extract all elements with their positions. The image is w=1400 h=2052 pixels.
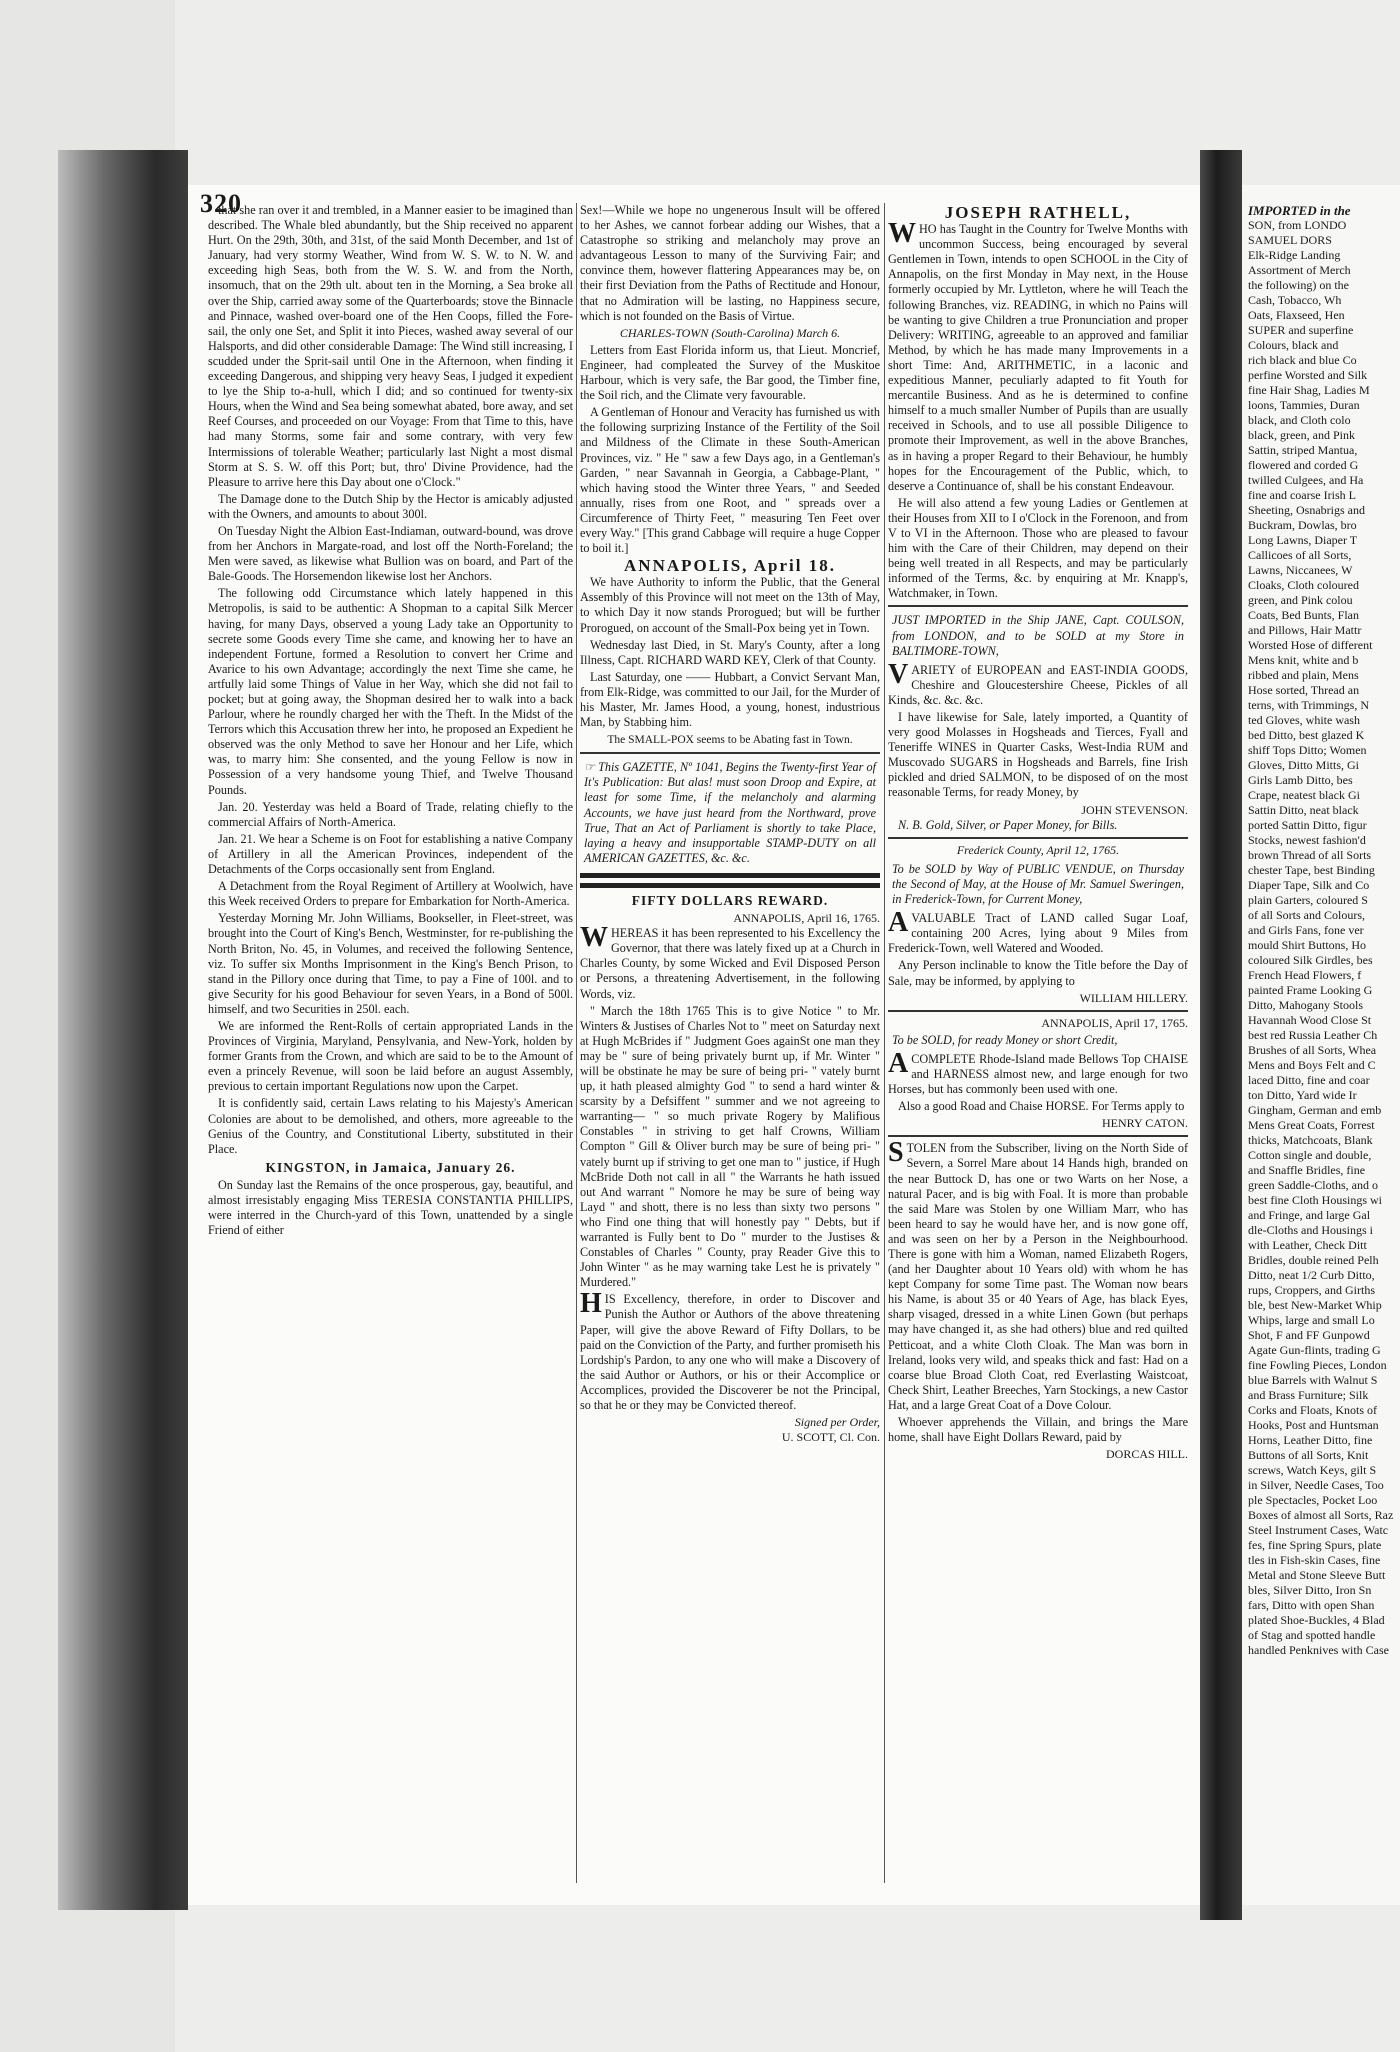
section-rule [888, 1010, 1188, 1012]
next-page-line: black, green, and Pink [1248, 428, 1355, 442]
next-page-line: Girls Lamb Ditto, bes [1248, 773, 1353, 787]
next-page-line: ton Ditto, Yard wide Ir [1248, 1088, 1357, 1102]
jane-paragraph: I have likewise for Sale, lately imported, a Quantity of very good Molasses in Hogsheads and Tierces, Fyall and Teneriffe WINES in Quarter Casks, West-India RUM and Muscovado SUGARS in Hogsheads and Barrels, fine Irish pickled and dried SALMON, to be disposed of on the most reasonable Terms, for ready Money, by [888, 710, 1188, 800]
column-3 [888, 203, 1188, 1893]
next-page-line: Hose sorted, Thread an [1248, 683, 1360, 697]
article-paragraph: We are informed the Rent-Rolls of certain appropriated Lands in the Provinces of Virginia, Maryland, Pensylvania, and New-York, holden by former Grants from the Crown, and which are said to be to the Amount of even a princely Revenue, will soon be laid before an august Assembly, previous to certain important Regulations now upon the Carpet. [208, 1018, 573, 1094]
frederick-signature: WILLIAM HILLERY. [1079, 990, 1188, 1005]
next-page-line: Hooks, Post and Huntsman [1248, 1418, 1379, 1432]
next-page-line: ple Spectacles, Pocket Loo [1248, 1493, 1378, 1507]
column-rule [576, 203, 577, 1883]
next-page-line: perfine Worsted and Silk [1248, 368, 1368, 382]
section-rule-thick [580, 883, 880, 888]
section-rule [888, 605, 1188, 607]
next-page-line: handled Penknives with Case [1248, 1643, 1389, 1657]
next-page-line: fine and coarse Irish L [1248, 488, 1356, 502]
page-number: 320 [200, 189, 242, 218]
next-page-line: Bridles, double reined Pelh [1248, 1253, 1379, 1267]
next-page-line: Shot, F and FF Gunpowd [1248, 1328, 1370, 1342]
next-page-line: Assortment of Merch [1248, 263, 1351, 277]
next-page-heading: IMPORTED in the [1248, 203, 1351, 218]
next-page-line: fine Fowling Pieces, London [1248, 1358, 1387, 1372]
next-page-line: the following) on the [1248, 278, 1349, 292]
next-page-line: rups, Croppers, and Girths [1248, 1283, 1375, 1297]
next-page-line: and Pillows, Hair Mattr [1248, 623, 1362, 637]
charlestown-heading: CHARLES-TOWN (South-Carolina) March 6. [619, 325, 841, 340]
next-page-line: laced Ditto, fine and coar [1248, 1073, 1370, 1087]
next-page-line: and Girls Fans, fone ver [1248, 923, 1364, 937]
next-page-line: plated Shoe-Buckles, 4 Blad [1248, 1613, 1385, 1627]
reward-paragraph: HIS Excellency, therefore, in order to Discover and Punish the Author or Authors of the above threatening Paper, will give the above Reward of Fifty Dollars, to be paid on the Conviction of the Party, and further promiseth his Lordship's Pardon, to any one who will make a Discovery of the said Author or Authors, or his or their Accomplice or Accomplices, provided the Discoverer be not the Principal, so that he or they may be Convicted thereof. [580, 1288, 880, 1413]
next-page-line: rich black and blue Co [1248, 353, 1357, 367]
next-page-line: bed Ditto, best glazed K [1248, 728, 1365, 742]
next-page-line: black, and Cloth colo [1248, 413, 1351, 427]
chaise-heading: To be SOLD, for ready Money or short Credit, [892, 1032, 1118, 1047]
next-page-line: dle-Cloths and Housings i [1248, 1223, 1373, 1237]
next-page-line: of Stag and spotted handle [1248, 1628, 1376, 1642]
next-page-line: screws, Watch Keys, gilt S [1248, 1463, 1377, 1477]
article-paragraph: Letters from East Florida inform us, that Lieut. Moncrief, Engineer, had compleated the Survey of the Muskitoe Harbour, which is very safe, the Bar good, the Timber fine, the Soil rich, and the Climate very favourable. [580, 342, 880, 403]
reward-signed: Signed per Order, [794, 1415, 880, 1430]
next-page-line: Boxes of almost all Sorts, Raz [1248, 1508, 1394, 1522]
school-heading: JOSEPH RATHELL, [944, 203, 1132, 222]
next-page-line: and Snaffle Bridles, fine [1248, 1163, 1366, 1177]
next-page-line: ted Gloves, white wash [1248, 713, 1360, 727]
section-rule [580, 752, 880, 754]
next-page-line: SON, from LONDO [1248, 218, 1347, 232]
section-rule [888, 1135, 1188, 1137]
article-paragraph: The Damage done to the Dutch Ship by the Hector is amicably adjusted with the Owners, and amounts to about 300l. [208, 491, 573, 521]
next-page-fragment [1242, 185, 1400, 1905]
section-rule-thick [580, 873, 880, 878]
section-rule [888, 837, 1188, 839]
newspaper-page [188, 185, 1200, 1905]
reward-quote: " March the 18th 1765 This is to give Notice " to Mr. Winters & Justises of Charles Not to " meet on Saturday next at Hugh McBrides if " Judgment Goes againSt one man they may be " sure of being privately burnt up, if Mr. Winter " will be obstinate he may be sure of being pri- " vately burnt up, it hath pleased almighty God " to send a hard winter & scarsity by a Defsiffent " summer and we not agreeing to warranting— " so much private Rogery by Malifious Constables " in striving to get half Crowns, William Compton " Gill & Oliver burch may be sure of being pri- " vately burnt up if striving to get one man to " justice, if Hugh McBride Doth not call in all " the Warrants he hath issued out And warrant " Nomore he may be sure of being way Layd " and shott, there is no less than sixty two persons " who Find one thing that will honestly pay " Debts, but if warranted is Fully bent to Do " murder to the Justises & Constables of Charles " County, pray Reader Give this to John Winter " as he may warning take Lest he is privately " Murdered." [580, 1003, 880, 1290]
next-page-line: blue Barrels with Walnut S [1248, 1373, 1378, 1387]
next-page-line: Sheeting, Osnabrigs and [1248, 503, 1365, 517]
article-paragraph: Yesterday Morning Mr. John Williams, Bookseller, in Fleet-street, was brought into the Court of King's Bench, Westminster, for re-publishing the North Briton, No. 45, in Volumes, and received the following Sentence, viz. To suffer six Months Imprisonment in the King's Bench Prison, to stand in the Pillory once during that Time, to pay a Fine of 100l. and to give Security for his good Behaviour for seven Years, in a Bond of 500l. himself, and two Securities in 250l. each. [208, 911, 573, 1016]
next-page-line: green, and Pink colou [1248, 593, 1353, 607]
next-page-line: Cash, Tobacco, Wh [1248, 293, 1342, 307]
frederick-dateline: Frederick County, April 12, 1765. [956, 842, 1120, 857]
next-page-line: Whips, large and small Lo [1248, 1313, 1375, 1327]
next-page-line: of all Sorts and Colours, [1248, 908, 1365, 922]
next-page-line: fine Hair Shag, Ladies M [1248, 383, 1370, 397]
smallpox-notice: The SMALL-POX seems to be Abating fast in Town. [607, 734, 853, 747]
next-page-line: Colours, black and [1248, 338, 1339, 352]
jane-paragraph: VARIETY of EUROPEAN and EAST-INDIA GOODS, Cheshire and Gloucestershire Cheese, Pickles of all Kinds, &c. &c. &c. [888, 658, 1188, 707]
article-paragraph: A Gentleman of Honour and Veracity has furnished us with the following surprizing Instance of the Fertility of the Soil and Mildness of the Climate in these South-American Provinces, viz. " He " saw a few Days ago, in a Gentleman's Garden, " near Savannah in Georgia, a Cabbage-Plant, " which having stood the Winter three Years, " and Seeded annually, rises from one Root, and " spreads over a Circumference of Thirty Feet, " measuring Ten Feet over every Way." [This grand Cabbage will require a huge Copper to boil it.] [580, 405, 880, 556]
next-page-line: best fine Cloth Housings wi [1248, 1193, 1382, 1207]
next-page-line: thicks, Matchcoats, Blank [1248, 1133, 1373, 1147]
next-page-line: mould Shirt Buttons, Ho [1248, 938, 1367, 952]
article-paragraph: Last Saturday, one —— Hubbart, a Convict Servant Man, from Elk-Ridge, was committed to our Jail, for the Murder of his Master, Mr. James Hood, a young, honest, industrious Man, by Stabbing him. [580, 669, 880, 730]
next-page-line: Buttons of all Sorts, Knit [1248, 1448, 1369, 1462]
next-page-line: loons, Tammies, Duran [1248, 398, 1360, 412]
next-page-line: Ditto, neat 1/2 Curb Ditto, [1248, 1268, 1375, 1282]
frederick-paragraph: AVALUABLE Tract of LAND called Sugar Loaf, containing 200 Acres, lying about 9 Miles from Frederick-Town, well Watered and Wooded. [888, 907, 1188, 956]
next-page-line: Gloves, Ditto Mitts, Gi [1248, 758, 1360, 772]
next-page-line: in Silver, Needle Cases, Too [1248, 1478, 1384, 1492]
stolen-paragraph: STOLEN from the Subscriber, living on the North Side of Severn, a Sorrel Mare about 14 Hands high, branded on the near Buttock D, has one or two Warts on her Nose, a natural Pacer, and is big with Foal. It is more than probable the said Mare was Stolen by one William Marr, who has been heard to say he would have her, and is now gone off, and was seen on her by a Person in the Neighbourhood. There is gone with him a Woman, named Elizabeth Rogers, (and her Daughter about 10 Years old) with whom he has kept Company for some Time past. The Woman now bears his Name, is about 35 or 40 Years of Age, has black Eyes, sharp visaged, dressed in a white Linen Gown (but perhaps may have changed it, as she had others) blue and red quilted Petticoat, and a white Cloth Cloak. The Man was born in Ireland, looks very wild, and speaks thick and fast: Had on a coarse blue Broad Cloth Coat, red Everlasting Waistcoat, Check Shirt, Leather Breeches, Yarn Stockings, a new Castor Hat, and a large Great Coat of a Dove Colour. [888, 1137, 1188, 1412]
next-page-line: chester Tape, best Binding [1248, 863, 1375, 877]
next-page-line: Havannah Wood Close St [1248, 1013, 1372, 1027]
reward-dateline: ANNAPOLIS, April 16, 1765. [733, 911, 880, 926]
next-page-line: French Head Flowers, f [1248, 968, 1362, 982]
next-page-line: Cloaks, Cloth coloured [1248, 578, 1359, 592]
gutter-shadow [1200, 150, 1242, 1920]
chaise-signature: HENRY CATON. [1101, 1116, 1188, 1131]
next-page-line: Long Lawns, Diaper T [1248, 533, 1358, 547]
next-page-line: Elk-Ridge Landing [1248, 248, 1341, 262]
next-page-line: coloured Silk Girdles, bes [1248, 953, 1373, 967]
next-page-line: Cotton single and double, [1248, 1148, 1372, 1162]
next-page-line: brown Thread of all Sorts [1248, 848, 1372, 862]
next-page-line: Diaper Tape, Silk and Co [1248, 878, 1370, 892]
article-paragraph: that she ran over it and trembled, in a Manner easier to be imagined than described. The Whale bled abundantly, but the Ship received no apparent Hurt. On the 29th, 30th, and 31st, of the said Month December, and 1st of January, had very stormy Weather, Wind from W. S. W. to N. W. and exceeding high Seas, both from the W. S. W. and from the North, insomuch, that on the 29th ult. about ten in the Morning, a Sea broke all over the Ship, carried away some of the Quarterboards; stove the Binnacle and Pinnace, washed over-board one of the Hen Coops, filled the Fore-sail, the only one Set, and Split it into Pieces, washed away several of our Halsports, and did other considerable Damage: The Wind still increasing, I scudded under the Sprit-sail until One in the Afternoon, when finding it exceeding Dangerous, and shipping very heavy Seas, I judged it expedient to lye the Ship to-a-hull, which I did; and so continued for twenty-six Hours, when the Wind and Sea being somewhat abated, bore away, and set Reef Courses, and proceeded on our Voyage: From that Time to this, have had many Storms, some fair and some contrary, with very few Intermissions of tolerable Weather; particularly last Night a most dismal Storm at S. S. W. off this Port; but, thro' Divine Providence, had the Pleasure to arrive here this Day about one o'Clock." [208, 203, 573, 489]
next-page-line: Worsted Hose of different [1248, 638, 1373, 652]
column-rule [884, 203, 885, 1883]
next-page-line: Mens and Boys Felt and C [1248, 1058, 1376, 1072]
reward-signature: U. SCOTT, Cl. Con. [781, 1430, 880, 1445]
next-page-line: Oats, Flaxseed, Hen [1248, 308, 1345, 322]
next-page-line: Sattin, striped Mantua, [1248, 443, 1358, 457]
next-page-line: Buckram, Dowlas, bro [1248, 518, 1357, 532]
next-page-line: Lawns, Niccanees, W [1248, 563, 1353, 577]
next-page-line: Ditto, Mahogany Stools [1248, 998, 1364, 1012]
article-paragraph: Sex!—While we hope no ungenerous Insult will be offered to her Ashes, we cannot forbear adding our Wishes, that a Catastrophe so striking and melancholy may prove an advantageous Lesson to many of the Surviving Fair; and convince them, however flattering Appearances may be, on their first Deviation from the Paths of Rectitude and Honour, that no Admiration will be lasting, no Happiness secure, which is not founded on the Basis of Virtue. [580, 203, 880, 323]
frederick-paragraph: Any Person inclinable to know the Title before the Day of Sale, may be informed, by applying to [888, 958, 1188, 988]
next-page-column [1248, 203, 1398, 1658]
next-page-line: Steel Instrument Cases, Watc [1248, 1523, 1389, 1537]
next-page-line: Metal and Stone Sleeve Butt [1248, 1568, 1386, 1582]
next-page-line: SUPER and superfine [1248, 323, 1354, 337]
article-paragraph: We have Authority to inform the Public, that the General Assembly of this Province will not meet on the 13th of May, to which Day it now stands Prorogued; but will be further Prorogued, on account of the Small-Pox being yet in Town. [580, 575, 880, 635]
stolen-paragraph: Whoever apprehends the Villain, and brings the Mare home, shall have Eight Dollars Reward, paid by [888, 1415, 1188, 1445]
frederick-heading: To be SOLD by Way of PUBLIC VENDUE, on Thursday the Second of May, at the House of Mr. Samuel Sweringen, in Frederick-Town, for Current Money, [892, 861, 1184, 907]
next-page-line: Crape, neatest black Gi [1248, 788, 1360, 802]
chaise-dateline: ANNAPOLIS, April 17, 1765. [1041, 1015, 1188, 1030]
jane-heading: JUST IMPORTED in the Ship JANE, Capt. COULSON, from LONDON, and to be SOLD at my Store in BALTIMORE-TOWN, [892, 613, 1184, 658]
next-page-line: Corks and Floats, Knots of [1248, 1403, 1377, 1417]
chaise-paragraph: ACOMPLETE Rhode-Island made Bellows Top CHAISE and HARNESS almost new, and large enough for two Horses, but has commonly been used with one. [888, 1047, 1188, 1097]
next-page-line: tles in Fish-skin Cases, fine [1248, 1553, 1381, 1567]
book-spine-shadow [58, 150, 188, 1910]
article-paragraph: It is confidently said, certain Laws relating to his Majesty's American Colonies are about to be demolished, and others, more agreeable to the Genius of the Country, and Constitutional Liberty, substituted in their Place. [208, 1096, 573, 1156]
next-page-line: shiff Tops Ditto; Women [1248, 743, 1367, 757]
next-page-line: fars, Ditto with open Shan [1248, 1598, 1375, 1612]
school-paragraph: WHO has Taught in the Country for Twelve Months with uncommon Success, being encouraged by several Gentlemen in Town, intends to open SCHOOL in the City of Annapolis, on the first Monday in May next, in the House formerly occupied by Mr. Lyttleton, where he will Teach the following Branches, viz. READING, in which no Pains will be wanting to give Children a true Pronunciation and proper Delivery: WRITING, agreeable to an approved and familiar Method, by which he has made many Improvements in a short Time: And, ARITHMETIC, in a laconic and expeditious Manner, peculiarly adapted to fit Youth for mercantile Business. And as he is determined to confine himself to a much smaller Number of Pupils than are usually received in Schools, and to use all possible Diligence to promote their Improvement, as well in the above Branches, as in having a proper Regard to their Behaviour, he humbly hopes for the Encouragement of the Public, which, to deserve a Continuance of, shall be his constant Endeavour. [888, 218, 1188, 493]
article-paragraph: On Tuesday Night the Albion East-Indiaman, outward-bound, was drove from her Anchors in Margate-road, and lost off the North-Foreland; the Men were saved, as likewise what Bullion was on board, and Part of the Bale-Goods. The Horsemendon likewise lost her Anchors. [208, 523, 573, 584]
jane-nb: N. B. Gold, Silver, or Paper Money, for Bills. [898, 817, 1118, 832]
next-page-line: Callicoes of all Sorts, [1248, 548, 1352, 562]
article-paragraph: The following odd Circumstance which lately happened in this Metropolis, is said to be authentic: A Shopman to a capital Silk Mercer having, for many Days, observed a young Lady take an Opportunity to secrete some Goods every Time she came, and knowing her to have an independent Fortune, formed a Resolution to convert her Crime and Avarice to his own Advantage; accordingly the next Time she came, he artfully laid some Things of Value in her Way, which she did not fail to pocket; but at going away, the Shopman desired her to walk into a back Parlour, where he roundly charged her with the Theft. In the Midst of the Terrors which this Accusation threw her into, he proposed an Expedient he observed was the only Method to save her Honour and her Life, which was, to marry him: She consented, and the young Fellow is now in Possession of a very handsome young Thief, and Twelve Thousand Pounds. [208, 586, 573, 797]
next-page-line: ported Sattin Ditto, figur [1248, 818, 1367, 832]
next-page-line: terns, with Trimmings, N [1248, 698, 1370, 712]
next-page-line: fes, fine Spring Spurs, plate [1248, 1538, 1382, 1552]
column-2 [580, 203, 880, 1893]
next-page-line: best red Russia Leather Ch [1248, 1028, 1378, 1042]
next-page-line: flowered and corded G [1248, 458, 1359, 472]
next-page-line: Mens knit, white and b [1248, 653, 1359, 667]
next-page-line: Stocks, newest fashion'd [1248, 833, 1366, 847]
next-page-line: Horns, Leather Ditto, fine [1248, 1433, 1373, 1447]
next-page-line: ble, best New-Market Whip [1248, 1298, 1382, 1312]
next-page-line: with Leather, Check Ditt [1248, 1238, 1367, 1252]
next-page-line: ribbed and plain, Mens [1248, 668, 1359, 682]
stolen-signature: DORCAS HILL. [1105, 1447, 1188, 1462]
next-page-line: Gingham, German and emb [1248, 1103, 1382, 1117]
reward-heading: FIFTY DOLLARS REWARD. [631, 892, 829, 908]
next-page-line: and Brass Furniture; Silk [1248, 1388, 1369, 1402]
kingston-heading: KINGSTON, in Jamaica, January 26. [265, 1159, 516, 1175]
annapolis-heading: ANNAPOLIS, April 18. [624, 556, 836, 576]
next-page-line: Agate Gun-flints, trading G [1248, 1343, 1381, 1357]
next-page-line: twilled Culgees, and Ha [1248, 473, 1364, 487]
article-paragraph: Jan. 20. Yesterday was held a Board of Trade, relating chiefly to the commercial Affairs of North-America. [208, 799, 573, 829]
next-page-line: painted Frame Looking G [1248, 983, 1373, 997]
gazette-notice: ☞ This GAZETTE, Nº 1041, Begins the Twenty-first Year of It's Publication: But alas! must soon Droop and Expire, at least for some Time, if the melancholy and alarming Accounts, we have just heard from the Northward, prove True, That an Act of Parliament is shortly to take Place, laying a heavy and insupportable STAMP-DUTY on all AMERICAN GAZETTES, &c. &c. [584, 760, 876, 865]
next-page-line: Mens Great Coats, Forrest [1248, 1118, 1375, 1132]
next-page-lines [1248, 218, 1398, 1658]
next-page-line: Coats, Bed Bunts, Flan [1248, 608, 1360, 622]
next-page-line: SAMUEL DORS [1248, 233, 1332, 247]
next-page-line: bles, Silver Ditto, Iron Sn [1248, 1583, 1372, 1597]
kingston-paragraph: On Sunday last the Remains of the once prosperous, gay, beautiful, and almost irresistably engaging Miss TERESIA CONSTANTIA PHILLIPS, were interred in the Church-yard of this Town, unattended by a single Friend of either [208, 1177, 573, 1238]
next-page-line: Sattin Ditto, neat black [1248, 803, 1359, 817]
article-paragraph: Jan. 21. We hear a Scheme is on Foot for establishing a native Company of Artillery in all the American Provinces, independent of the Detachments of the Corps occasionally sent from England. [208, 831, 573, 877]
reward-paragraph: WHEREAS it has been represented to his Excellency the Governor, that there was lately fixed up at a Church in Charles County, by some Wicked and Evil Disposed Person or Persons, a threatening Advertisement, in the following Words, viz. [580, 922, 880, 1001]
chaise-paragraph: Also a good Road and Chaise HORSE. For Terms apply to [898, 1099, 1185, 1114]
article-paragraph: A Detachment from the Royal Regiment of Artillery at Woolwich, have this Week received Orders to prepare for Embarkation for North-America. [208, 879, 573, 909]
next-page-line: Brushes of all Sorts, Whea [1248, 1043, 1377, 1057]
jane-signature: JOHN STEVENSON. [1081, 802, 1188, 817]
next-page-line: green Saddle-Cloths, and o [1248, 1178, 1378, 1192]
article-paragraph: Wednesday last Died, in St. Mary's County, after a long Illness, Capt. RICHARD WARD KEY, Clerk of that County. [580, 637, 880, 667]
school-paragraph: He will also attend a few young Ladies or Gentlemen at their Houses from XII to I o'Clock in the Forenoon, and from V to VI in the Afternoon. Those who are pleased to favour him with the Care of their Children, may depend on their being well treated in all Respects, and may be particularly informed of the Terms, &c. by enquiring at Mr. Knapp's, Watchmaker, in Town. [888, 495, 1188, 601]
next-page-line: plain Garters, coloured S [1248, 893, 1368, 907]
next-page-line: and Fringe, and large Gal [1248, 1208, 1371, 1222]
column-1 [208, 203, 573, 1893]
